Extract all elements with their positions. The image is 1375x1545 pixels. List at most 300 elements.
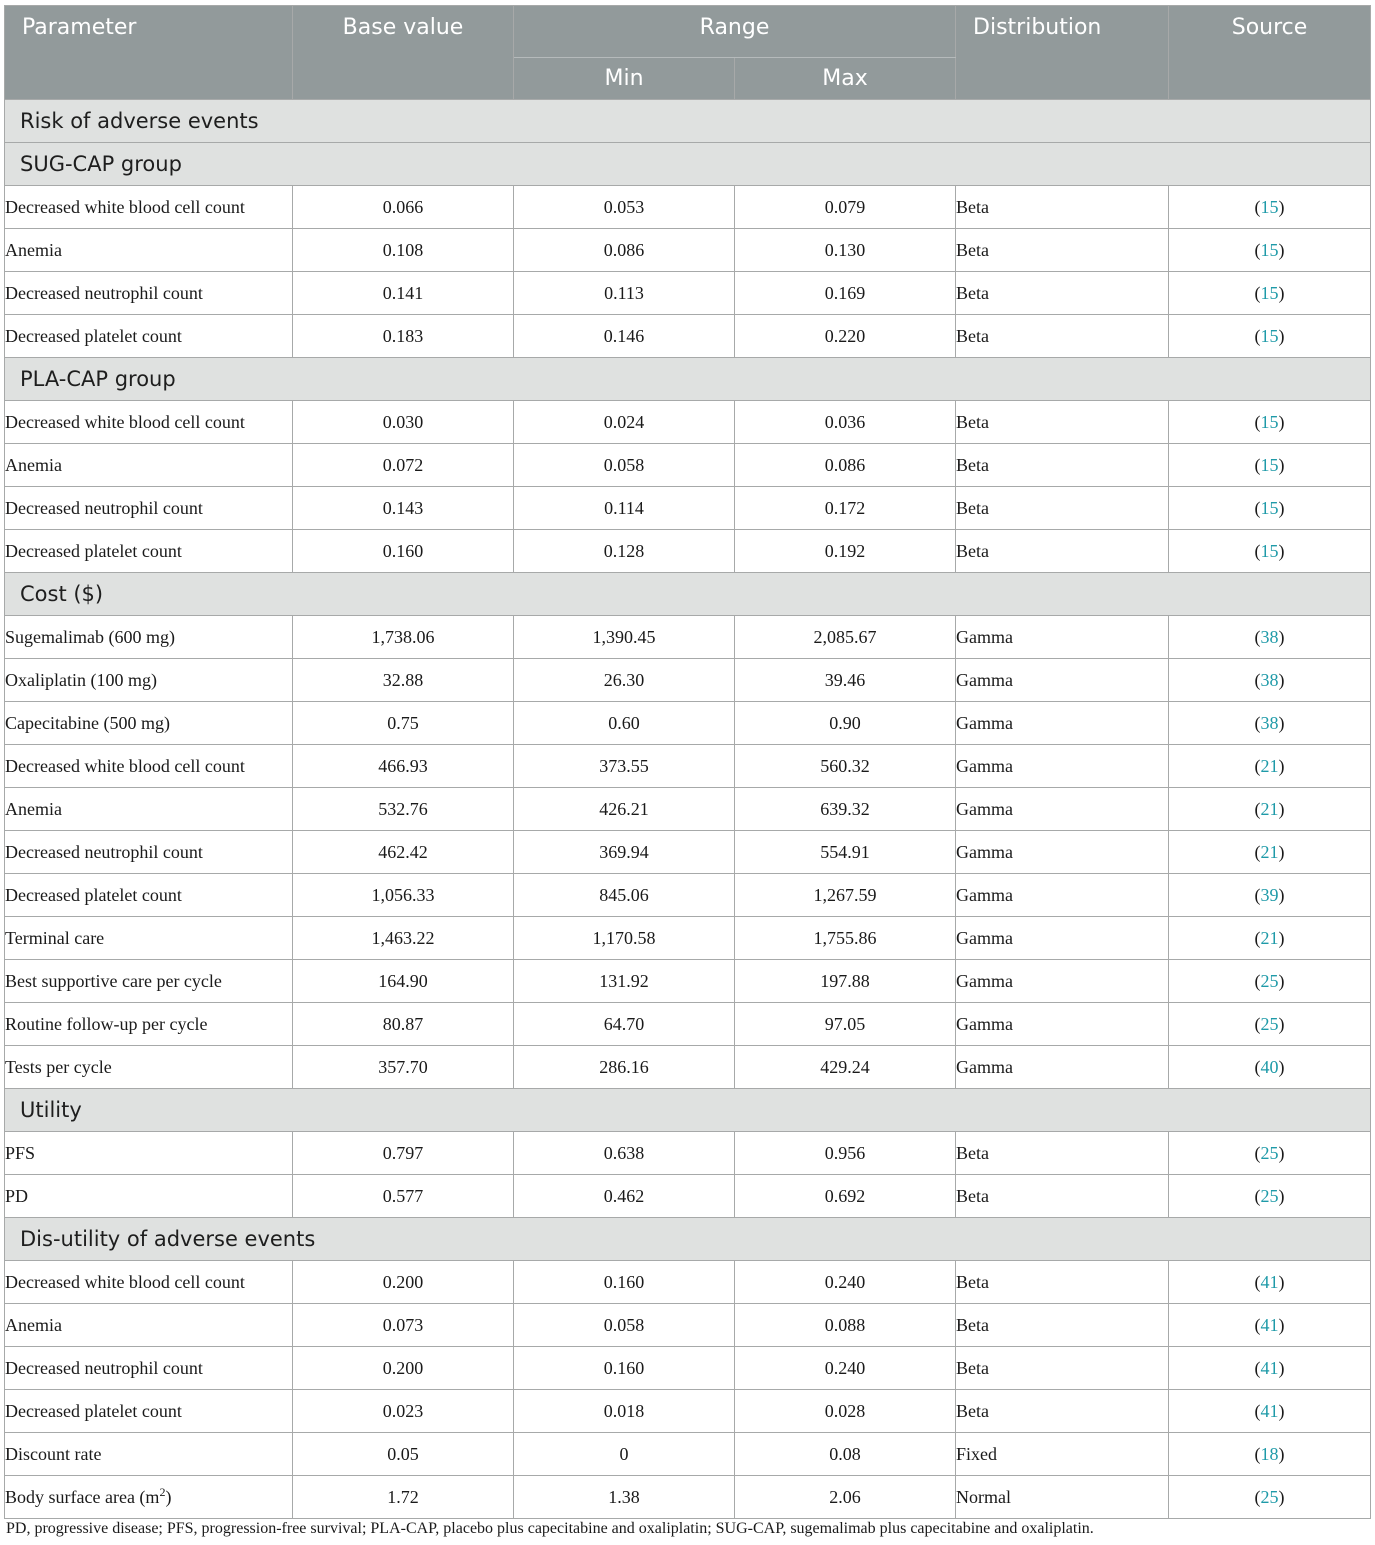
cell-base-value: 462.42 (293, 831, 514, 874)
cell-base-value: 0.108 (293, 229, 514, 272)
cell-base-value: 0.05 (293, 1433, 514, 1476)
cell-source (1169, 229, 1371, 272)
cell-base-value: 0.160 (293, 530, 514, 573)
source-reference-link[interactable]: 15 (1260, 497, 1279, 518)
source-open-paren: ( (1254, 884, 1261, 905)
table-row (5, 960, 1371, 1003)
source-open-paren: ( (1254, 454, 1261, 475)
header-range: Range (514, 6, 956, 58)
cell-distribution: Beta (956, 186, 1169, 229)
cell-min: 426.21 (514, 788, 735, 831)
table-row (5, 1476, 1371, 1519)
cell-max: 0.086 (735, 444, 956, 487)
source-open-paren: ( (1254, 325, 1261, 346)
cell-parameter (5, 229, 293, 272)
source-open-paren: ( (1254, 841, 1261, 862)
table-row (5, 702, 1371, 745)
cell-source (1169, 1304, 1371, 1347)
parameter-superscript: 2 (159, 1484, 166, 1499)
cell-distribution: Beta (956, 272, 1169, 315)
source-close-paren: ) (1278, 755, 1285, 776)
section-row (5, 1089, 1371, 1132)
cell-distribution: Gamma (956, 1046, 1169, 1089)
header-max: Max (735, 58, 956, 100)
source-reference-link[interactable]: 15 (1260, 239, 1279, 260)
cell-parameter (5, 487, 293, 530)
cell-min: 0 (514, 1433, 735, 1476)
cell-source (1169, 1175, 1371, 1218)
table-header (5, 6, 1371, 100)
cell-max: 0.036 (735, 401, 956, 444)
cell-source (1169, 1390, 1371, 1433)
cell-source (1169, 272, 1371, 315)
section-row (5, 100, 1371, 143)
source-close-paren: ) (1278, 411, 1285, 432)
cell-max: 560.32 (735, 745, 956, 788)
source-close-paren: ) (1278, 1056, 1285, 1077)
cell-base-value: 0.797 (293, 1132, 514, 1175)
parameter-text: Discount rate (5, 1443, 102, 1464)
source-close-paren: ) (1278, 1443, 1285, 1464)
source-open-paren: ( (1254, 239, 1261, 260)
source-open-paren: ( (1254, 1443, 1261, 1464)
table-row (5, 788, 1371, 831)
source-close-paren: ) (1278, 884, 1285, 905)
table-row (5, 229, 1371, 272)
cell-min: 26.30 (514, 659, 735, 702)
cell-distribution: Beta (956, 315, 1169, 358)
parameter-text: Decreased neutrophil count (5, 282, 203, 303)
cell-parameter (5, 1304, 293, 1347)
source-reference-link[interactable]: 21 (1260, 798, 1279, 819)
cell-base-value: 357.70 (293, 1046, 514, 1089)
cell-source (1169, 616, 1371, 659)
section-row (5, 573, 1371, 616)
cell-base-value: 532.76 (293, 788, 514, 831)
header-distribution: Distribution (956, 6, 1169, 100)
cell-base-value: 0.030 (293, 401, 514, 444)
source-reference-link[interactable]: 39 (1260, 884, 1279, 905)
cell-base-value: 0.183 (293, 315, 514, 358)
cell-base-value: 1,056.33 (293, 874, 514, 917)
cell-base-value: 0.75 (293, 702, 514, 745)
source-close-paren: ) (1278, 927, 1285, 948)
cell-max: 39.46 (735, 659, 956, 702)
cell-source (1169, 444, 1371, 487)
source-reference-link[interactable]: 41 (1260, 1400, 1279, 1421)
cell-parameter (5, 788, 293, 831)
cell-parameter (5, 1261, 293, 1304)
cell-max: 0.130 (735, 229, 956, 272)
source-open-paren: ( (1254, 927, 1261, 948)
table-row (5, 1175, 1371, 1218)
cell-source (1169, 1046, 1371, 1089)
table-row (5, 616, 1371, 659)
source-reference-link[interactable]: 41 (1260, 1357, 1279, 1378)
parameter-text: Routine follow-up per cycle (5, 1013, 208, 1034)
cell-max: 0.169 (735, 272, 956, 315)
cell-base-value: 1,463.22 (293, 917, 514, 960)
cell-parameter (5, 831, 293, 874)
parameter-tail: ) (165, 1486, 172, 1507)
cell-max: 0.172 (735, 487, 956, 530)
cell-distribution: Normal (956, 1476, 1169, 1519)
cell-source (1169, 186, 1371, 229)
cell-distribution: Gamma (956, 960, 1169, 1003)
source-close-paren: ) (1278, 1013, 1285, 1034)
source-close-paren: ) (1278, 1357, 1285, 1378)
source-open-paren: ( (1254, 669, 1261, 690)
cell-max: 0.08 (735, 1433, 956, 1476)
source-reference-link[interactable]: 25 (1260, 1013, 1279, 1034)
cell-min: 286.16 (514, 1046, 735, 1089)
table-row (5, 530, 1371, 573)
source-reference-link[interactable]: 15 (1260, 196, 1279, 217)
cell-max: 0.028 (735, 1390, 956, 1433)
section-title: Risk of adverse events (5, 100, 1371, 143)
cell-min: 0.160 (514, 1261, 735, 1304)
cell-distribution: Gamma (956, 616, 1169, 659)
cell-max: 0.90 (735, 702, 956, 745)
table-row (5, 1347, 1371, 1390)
cell-source (1169, 1347, 1371, 1390)
cell-distribution: Fixed (956, 1433, 1169, 1476)
table-row (5, 1003, 1371, 1046)
cell-parameter (5, 1347, 293, 1390)
cell-min: 131.92 (514, 960, 735, 1003)
source-open-paren: ( (1254, 755, 1261, 776)
cell-max: 0.956 (735, 1132, 956, 1175)
cell-min: 0.086 (514, 229, 735, 272)
table-body (5, 100, 1371, 1519)
cell-source (1169, 874, 1371, 917)
parameter-text: Oxaliplatin (100 mg) (5, 669, 157, 690)
cell-source (1169, 702, 1371, 745)
table-row (5, 1390, 1371, 1433)
source-reference-link[interactable]: 18 (1260, 1443, 1279, 1464)
cell-base-value: 466.93 (293, 745, 514, 788)
source-reference-link[interactable]: 15 (1260, 325, 1279, 346)
cell-min: 0.128 (514, 530, 735, 573)
cell-max: 97.05 (735, 1003, 956, 1046)
source-close-paren: ) (1278, 841, 1285, 862)
cell-base-value: 32.88 (293, 659, 514, 702)
section-title: PLA-CAP group (5, 358, 1371, 401)
section-row (5, 358, 1371, 401)
cell-max: 2.06 (735, 1476, 956, 1519)
table-row (5, 487, 1371, 530)
cell-base-value: 0.073 (293, 1304, 514, 1347)
cell-min: 0.058 (514, 1304, 735, 1347)
cell-min: 1,170.58 (514, 917, 735, 960)
cell-parameter (5, 917, 293, 960)
cell-base-value: 0.577 (293, 1175, 514, 1218)
source-open-paren: ( (1254, 282, 1261, 303)
cell-base-value: 1,738.06 (293, 616, 514, 659)
cell-base-value: 0.143 (293, 487, 514, 530)
cell-parameter (5, 874, 293, 917)
source-close-paren: ) (1278, 712, 1285, 733)
cell-parameter (5, 1433, 293, 1476)
cell-base-value: 80.87 (293, 1003, 514, 1046)
parameter-text: Decreased platelet count (5, 884, 182, 905)
cell-parameter (5, 616, 293, 659)
section-title: Cost ($) (5, 573, 1371, 616)
cell-source (1169, 530, 1371, 573)
cell-distribution: Gamma (956, 831, 1169, 874)
source-reference-link[interactable]: 15 (1260, 540, 1279, 561)
cell-parameter (5, 1003, 293, 1046)
source-reference-link[interactable]: 15 (1260, 454, 1279, 475)
source-reference-link[interactable]: 21 (1260, 841, 1279, 862)
cell-source (1169, 487, 1371, 530)
cell-source (1169, 659, 1371, 702)
cell-max: 0.192 (735, 530, 956, 573)
cell-parameter (5, 1390, 293, 1433)
section-title: Utility (5, 1089, 1371, 1132)
table-footnote: PD, progressive disease; PFS, progression-free survival; PLA-CAP, placebo plus capecitabine and oxaliplatin; SUG-CAP, sugemalimab plus capecitabine and oxaliplatin. (6, 1520, 1094, 1537)
parameters-table (4, 5, 1371, 1519)
source-reference-link[interactable]: 38 (1260, 669, 1279, 690)
parameter-text: Anemia (5, 454, 62, 475)
cell-distribution: Beta (956, 1261, 1169, 1304)
source-reference-link[interactable]: 25 (1260, 970, 1279, 991)
cell-distribution: Beta (956, 401, 1169, 444)
cell-max: 0.220 (735, 315, 956, 358)
table-row (5, 831, 1371, 874)
source-open-paren: ( (1254, 712, 1261, 733)
parameter-text: Decreased platelet count (5, 540, 182, 561)
cell-source (1169, 401, 1371, 444)
cell-min: 1,390.45 (514, 616, 735, 659)
source-reference-link[interactable]: 21 (1260, 927, 1279, 948)
cell-max: 1,267.59 (735, 874, 956, 917)
cell-parameter (5, 659, 293, 702)
source-reference-link[interactable]: 25 (1260, 1185, 1279, 1206)
cell-distribution: Beta (956, 1347, 1169, 1390)
cell-source (1169, 1476, 1371, 1519)
cell-base-value: 0.023 (293, 1390, 514, 1433)
source-close-paren: ) (1278, 798, 1285, 819)
source-close-paren: ) (1278, 196, 1285, 217)
source-close-paren: ) (1278, 1142, 1285, 1163)
cell-parameter (5, 1046, 293, 1089)
cell-distribution: Beta (956, 444, 1169, 487)
source-close-paren: ) (1278, 669, 1285, 690)
cell-parameter (5, 960, 293, 1003)
table-row (5, 745, 1371, 788)
source-open-paren: ( (1254, 411, 1261, 432)
parameter-text: Body surface area (m (5, 1486, 160, 1507)
cell-min: 0.146 (514, 315, 735, 358)
source-reference-link[interactable]: 38 (1260, 712, 1279, 733)
parameter-text: Decreased white blood cell count (5, 411, 245, 432)
cell-min: 0.114 (514, 487, 735, 530)
source-close-paren: ) (1278, 1400, 1285, 1421)
parameter-text: PD (5, 1185, 29, 1206)
table-row (5, 444, 1371, 487)
cell-source (1169, 917, 1371, 960)
parameter-text: Decreased white blood cell count (5, 755, 245, 776)
cell-min: 1.38 (514, 1476, 735, 1519)
cell-parameter (5, 702, 293, 745)
section-title: SUG-CAP group (5, 143, 1371, 186)
source-reference-link[interactable]: 25 (1260, 1486, 1279, 1507)
source-open-paren: ( (1254, 1314, 1261, 1335)
cell-source (1169, 745, 1371, 788)
source-reference-link[interactable]: 41 (1260, 1271, 1279, 1292)
cell-min: 845.06 (514, 874, 735, 917)
parameter-text: Anemia (5, 1314, 62, 1335)
parameter-text: Decreased neutrophil count (5, 1357, 203, 1378)
header-source: Source (1169, 6, 1371, 100)
cell-distribution: Gamma (956, 788, 1169, 831)
source-reference-link[interactable]: 25 (1260, 1142, 1279, 1163)
cell-source (1169, 1003, 1371, 1046)
parameter-text: Decreased white blood cell count (5, 1271, 245, 1292)
cell-max: 0.088 (735, 1304, 956, 1347)
cell-base-value: 0.072 (293, 444, 514, 487)
table-row (5, 659, 1371, 702)
source-reference-link[interactable]: 15 (1260, 282, 1279, 303)
cell-source (1169, 831, 1371, 874)
source-close-paren: ) (1278, 1486, 1285, 1507)
cell-max: 0.692 (735, 1175, 956, 1218)
source-open-paren: ( (1254, 540, 1261, 561)
cell-distribution: Beta (956, 1304, 1169, 1347)
cell-min: 0.113 (514, 272, 735, 315)
cell-distribution: Beta (956, 530, 1169, 573)
cell-min: 0.160 (514, 1347, 735, 1390)
parameter-text: Decreased neutrophil count (5, 841, 203, 862)
cell-distribution: Beta (956, 229, 1169, 272)
table-row (5, 1433, 1371, 1476)
cell-parameter (5, 1132, 293, 1175)
source-close-paren: ) (1278, 540, 1285, 561)
cell-parameter (5, 530, 293, 573)
cell-source (1169, 1433, 1371, 1476)
section-row (5, 143, 1371, 186)
source-reference-link[interactable]: 41 (1260, 1314, 1279, 1335)
cell-max: 1,755.86 (735, 917, 956, 960)
cell-max: 554.91 (735, 831, 956, 874)
source-close-paren: ) (1278, 454, 1285, 475)
cell-base-value: 0.200 (293, 1261, 514, 1304)
table-row (5, 1132, 1371, 1175)
cell-source (1169, 1132, 1371, 1175)
parameter-text: Decreased platelet count (5, 325, 182, 346)
cell-source (1169, 788, 1371, 831)
source-reference-link[interactable]: 21 (1260, 755, 1279, 776)
table-row (5, 1046, 1371, 1089)
cell-distribution: Beta (956, 1175, 1169, 1218)
parameter-text: PFS (5, 1142, 36, 1163)
table-row (5, 186, 1371, 229)
table-row (5, 401, 1371, 444)
table-row (5, 874, 1371, 917)
cell-max: 0.079 (735, 186, 956, 229)
cell-min: 0.60 (514, 702, 735, 745)
source-open-paren: ( (1254, 1486, 1261, 1507)
header-min: Min (514, 58, 735, 100)
source-close-paren: ) (1278, 497, 1285, 518)
source-open-paren: ( (1254, 970, 1261, 991)
cell-max: 429.24 (735, 1046, 956, 1089)
cell-min: 0.053 (514, 186, 735, 229)
cell-parameter (5, 1476, 293, 1519)
cell-max: 2,085.67 (735, 616, 956, 659)
parameter-text: Best supportive care per cycle (5, 970, 222, 991)
cell-parameter (5, 272, 293, 315)
cell-distribution: Beta (956, 1132, 1169, 1175)
table-row (5, 1261, 1371, 1304)
source-open-paren: ( (1254, 1013, 1261, 1034)
source-reference-link[interactable]: 40 (1260, 1056, 1279, 1077)
source-open-paren: ( (1254, 1400, 1261, 1421)
source-close-paren: ) (1278, 282, 1285, 303)
source-close-paren: ) (1278, 1314, 1285, 1335)
parameter-text: Capecitabine (500 mg) (5, 712, 170, 733)
cell-source (1169, 315, 1371, 358)
cell-distribution: Gamma (956, 874, 1169, 917)
cell-distribution: Gamma (956, 1003, 1169, 1046)
cell-distribution: Beta (956, 1390, 1169, 1433)
cell-max: 0.240 (735, 1261, 956, 1304)
cell-parameter (5, 1175, 293, 1218)
parameter-text: Terminal care (5, 927, 105, 948)
cell-distribution: Gamma (956, 659, 1169, 702)
cell-min: 0.024 (514, 401, 735, 444)
source-reference-link[interactable]: 15 (1260, 411, 1279, 432)
header-parameter: Parameter (5, 6, 293, 100)
cell-source (1169, 1261, 1371, 1304)
section-title: Dis-utility of adverse events (5, 1218, 1371, 1261)
source-open-paren: ( (1254, 798, 1261, 819)
source-open-paren: ( (1254, 196, 1261, 217)
source-close-paren: ) (1278, 626, 1285, 647)
table-row (5, 272, 1371, 315)
cell-distribution: Beta (956, 487, 1169, 530)
cell-distribution: Gamma (956, 745, 1169, 788)
parameter-text: Tests per cycle (5, 1056, 112, 1077)
cell-parameter (5, 444, 293, 487)
cell-distribution: Gamma (956, 702, 1169, 745)
cell-max: 0.240 (735, 1347, 956, 1390)
cell-base-value: 0.066 (293, 186, 514, 229)
source-open-paren: ( (1254, 497, 1261, 518)
cell-min: 369.94 (514, 831, 735, 874)
source-reference-link[interactable]: 38 (1260, 626, 1279, 647)
cell-max: 197.88 (735, 960, 956, 1003)
source-open-paren: ( (1254, 1271, 1261, 1292)
header-base-value: Base value (293, 6, 514, 100)
cell-base-value: 1.72 (293, 1476, 514, 1519)
source-open-paren: ( (1254, 1357, 1261, 1378)
cell-min: 0.462 (514, 1175, 735, 1218)
section-row (5, 1218, 1371, 1261)
parameter-text: Anemia (5, 239, 62, 260)
parameter-text: Decreased platelet count (5, 1400, 182, 1421)
source-close-paren: ) (1278, 1271, 1285, 1292)
parameter-text: Sugemalimab (600 mg) (5, 626, 175, 647)
cell-source (1169, 960, 1371, 1003)
source-close-paren: ) (1278, 970, 1285, 991)
cell-base-value: 164.90 (293, 960, 514, 1003)
cell-min: 64.70 (514, 1003, 735, 1046)
cell-max: 639.32 (735, 788, 956, 831)
parameter-text: Decreased neutrophil count (5, 497, 203, 518)
source-open-paren: ( (1254, 1185, 1261, 1206)
